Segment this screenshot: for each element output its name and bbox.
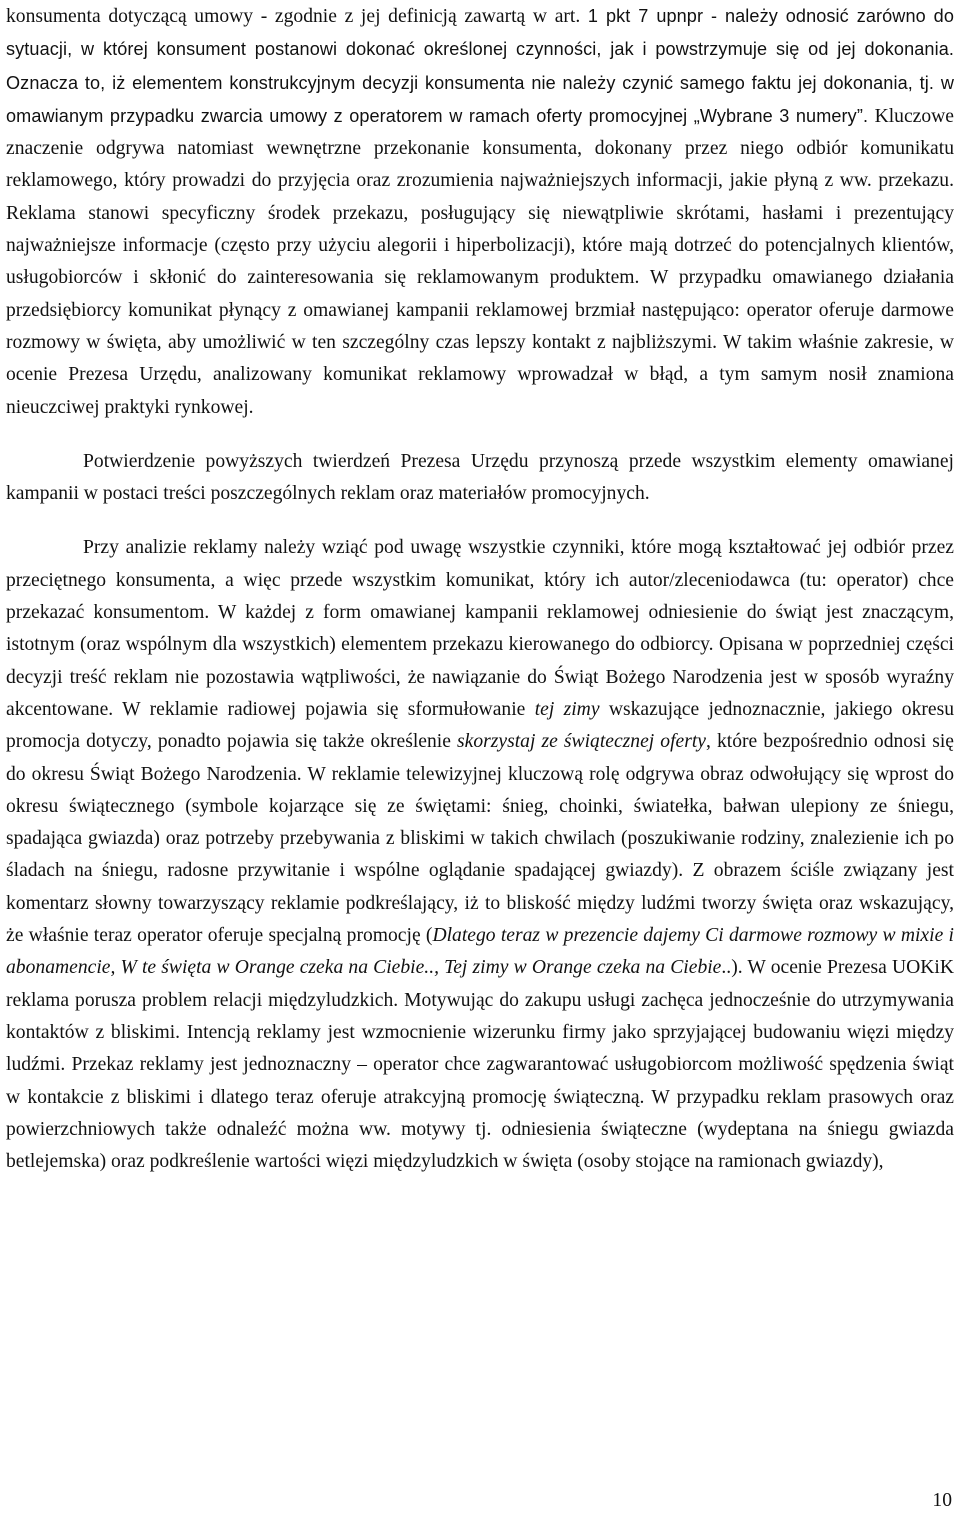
paragraph-1-serif-a: konsumenta dotyczącą umowy - zgodnie z jej definicją zawartą w art.	[6, 6, 588, 27]
paragraph-1	[6, 0, 954, 424]
document-page	[6, 0, 954, 1178]
paragraph-gap	[6, 510, 954, 532]
paragraph-3	[6, 532, 954, 1178]
paragraph-1-sans-segment: 1 pkt 7 upnpr - należy odnosić zarówno do sytuacji, w której konsument postanowi dokonać określonej czynności, jak i powstrzymuje się od jej dokonania. Oznacza to, iż elementem konstrukcyjnym decyzji konsumenta nie należy czynić samego faktu jej dokonania, tj. w omawianym przypadku zwarcia umowy z operatorem w ramach oferty promocyjnej „Wybrane 3 numery”.	[6, 6, 954, 126]
paragraph-2: Potwierdzenie powyższych twierdzeń Prezesa Urzędu przynoszą przede wszystkim elementy omawianej kampanii w postaci treści poszczególnych reklam oraz materiałów promocyjnych.	[6, 450, 954, 505]
paragraph-3-text-4: ..). W ocenie Prezesa UOKiK reklama porusza problem relacji międzyludzkich. Motywując do zakupu usługi zachęca jednocześnie do utrzymywania kontaktów z bliskimi. Intencją reklamy jest wzmocnienie wizerunku firmy jako sprzyjającej budowaniu więzi między ludźmi. Przekaz reklamy jest jednoznaczny – operator chce zagwarantować usługobiorcom możliwość spędzenia świąt w kontakcie z bliskimi i dlatego teraz oferuje atrakcyjną promocję świąteczną. W przypadku reklam prasowych oraz powierzchniowych także odnaleźć można ww. motywy tj. odniesienia świąteczne (wydeptana na śniegu gwiazda betlejemska) oraz podkreślenie wartości więzi międzyludzkich w święta (osoby stojące na ramionach gwiazdy),	[6, 957, 955, 1173]
paragraph-gap	[6, 424, 954, 446]
paragraph-3-text-3: , które bezpośrednio odnosi się do okresu Świąt Bożego Narodzenia. W reklamie telewizyjnej kluczową rolę odgrywa obraz odwołujący się wprost do okresu świątecznego (symbole kojarzące się ze świętami: śnieg, choinki, światełka, bałwan ulepiony ze śniegu, spadająca gwiazda) oraz potrzeby przebywania z bliskimi w takich chwilach (poszukiwanie rodziny, znalezienie ich po śladach na śniegu, radosne przywitanie i wspólne oglądanie spadającej gwiazdy). Z obrazem ściśle związany jest komentarz słowny towarzyszący reklamie podkreślający, iż to bliskość między ludźmi tworzy święta oraz wskazujący, że właśnie teraz operator oferuje specjalną promocję (	[6, 731, 954, 947]
paragraph-3-italic-3: Dlatego teraz w prezencie dajemy Ci darmowe rozmowy w mixie i abonamencie, W te święta w Orange czeka na Ciebie.., Tej zimy w Orange czeka na Ciebie	[6, 925, 954, 979]
paragraph-3-italic-1: tej zimy	[534, 698, 600, 720]
paragraph-1-serif-b: Kluczowe znaczenie odgrywa natomiast wewnętrzne przekonanie konsumenta, dokonany przez niego odbiór komunikatu reklamowego, który prowadzi do przyjęcia oraz zrozumienia najważniejszych informacji, jakie płyną z ww. przekazu. Reklama stanowi specyficzny środek przekazu, posługujący się niewątpliwie skrótami, hasłami i prezentujący najważniejsze informacje (często przy użyciu alegorii i hiperbolizacji), które mają dotrzeć do potencjalnych klientów, usługobiorców i skłonić do zainteresowania się reklamowanym produktem. W przypadku omawianego działania przedsiębiorcy komunikat płynący z omawianej kampanii reklamowej brzmiał następująco: operator oferuje darmowe rozmowy w święta, aby umożliwić w ten szczególny czas lepszy kontakt z najbliższymi. W takim właśnie zakresie, w ocenie Prezesa Urzędu, analizowany komunikat reklamowy wprowadzał w błąd, a tym samym nosił znamiona nieuczciwej praktyki rynkowej.	[6, 105, 954, 418]
paragraph-3-italic-2: skorzystaj ze świątecznej oferty	[457, 731, 707, 753]
paragraph-3-text-2: wskazujące jednoznacznie, jakiego okresu promocja dotyczy, ponadto pojawia się także określenie	[6, 698, 955, 753]
page-number: 10	[932, 1490, 952, 1511]
paragraph-3-text-1: Przy analizie reklamy należy wziąć pod uwagę wszystkie czynniki, które mogą kształtować jej odbiór przez przeciętnego konsumenta, a więc przede wszystkim komunikat, który ich autor/zleceniodawca (tu: operator) chce przekazać konsumentom. W każdej z form omawianej kampanii reklamowej odniesienie do świąt jest znaczącym, istotnym (oraz wspólnym dla wszystkich) elementem przekazu kierowanego do odbiorcy. Opisana w poprzedniej części decyzji treść reklam nie pozostawia wątpliwości, że nawiązanie do Świąt Bożego Narodzenia jest w sposób wyraźny akcentowane. W reklamie radiowej pojawia się sformułowanie	[6, 537, 954, 720]
